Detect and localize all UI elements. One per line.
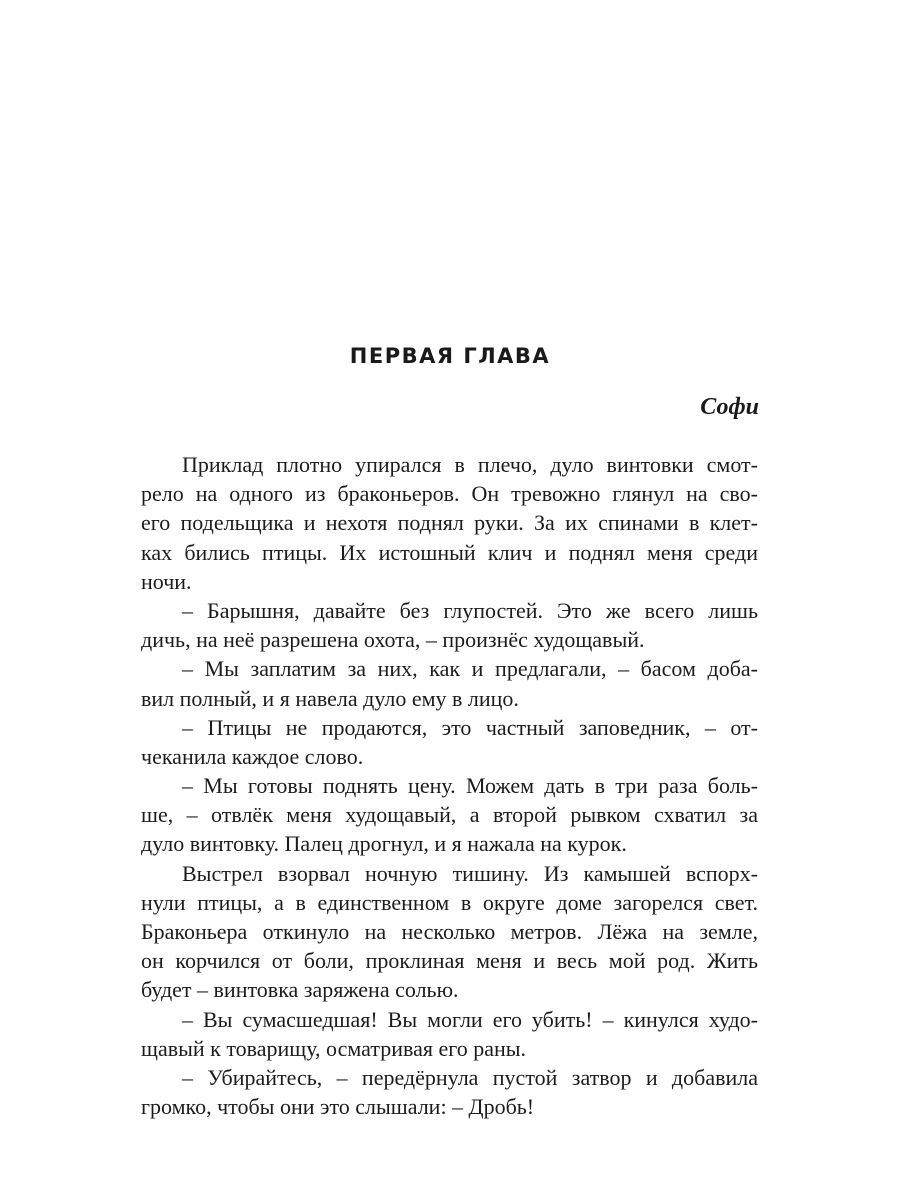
chapter-body-text (141, 450, 758, 1121)
text-line: рело на одного из браконьеров. Он тревожно глянул на сво- (141, 481, 758, 507)
text-line: Браконьера откинуло на несколько метров. Лёжа на земле, (141, 919, 758, 944)
text-line: – Мы готовы поднять цену. Можем дать в три раза боль- (182, 773, 758, 799)
text-line: – Птицы не продаются, это частный заповедник, – от- (182, 714, 758, 740)
text-line: нули птицы, а в единственном в округе доме загорелся свет. (141, 889, 758, 915)
text-line: – Барышня, давайте без глупостей. Это же всего лишь (182, 597, 758, 623)
pov-character-name: Софи (700, 394, 759, 420)
text-line: его подельщика и нехотя поднял руки. За их спинами в клет- (141, 510, 758, 536)
text-line: ночи. (141, 568, 192, 594)
text-line: – Мы заплатим за них, как и предлагали, – басом доба- (182, 656, 758, 682)
text-line: ше, – отвлёк меня худощавый, а второй рывком схватил за (141, 802, 758, 828)
text-line: дуло винтовку. Палец дрогнул, и я нажала на курок. (141, 831, 627, 857)
text-line: – Вы сумасшедшая! Вы могли его убить! – кинулся худо- (182, 1006, 758, 1032)
text-line: чеканила каждое слово. (141, 743, 364, 769)
text-line: щавый к товарищу, осматривая его раны. (141, 1035, 527, 1061)
text-line: он корчился от боли, проклиная меня и весь мой род. Жить (141, 948, 758, 974)
text-line: Приклад плотно упирался в плечо, дуло винтовки смот- (182, 452, 758, 477)
text-line: ках бились птицы. Их истошный клич и поднял меня среди (141, 539, 758, 565)
text-line: дичь, на неё разрешена охота, – произнёс худощавый. (141, 627, 645, 653)
chapter-title: ПЕРВАЯ ГЛАВА (349, 344, 551, 368)
text-line: Выстрел взорвал ночную тишину. Из камышей вспорх- (182, 860, 758, 886)
text-line: громко, чтобы они это слышали: – Дробь! (141, 1094, 535, 1120)
text-line: – Убирайтесь, – передёрнула пустой затвор и добавила (182, 1064, 758, 1090)
text-line: будет – винтовка заряжена солью. (141, 977, 459, 1003)
text-line: вил полный, и я навела дуло ему в лицо. (141, 685, 519, 711)
